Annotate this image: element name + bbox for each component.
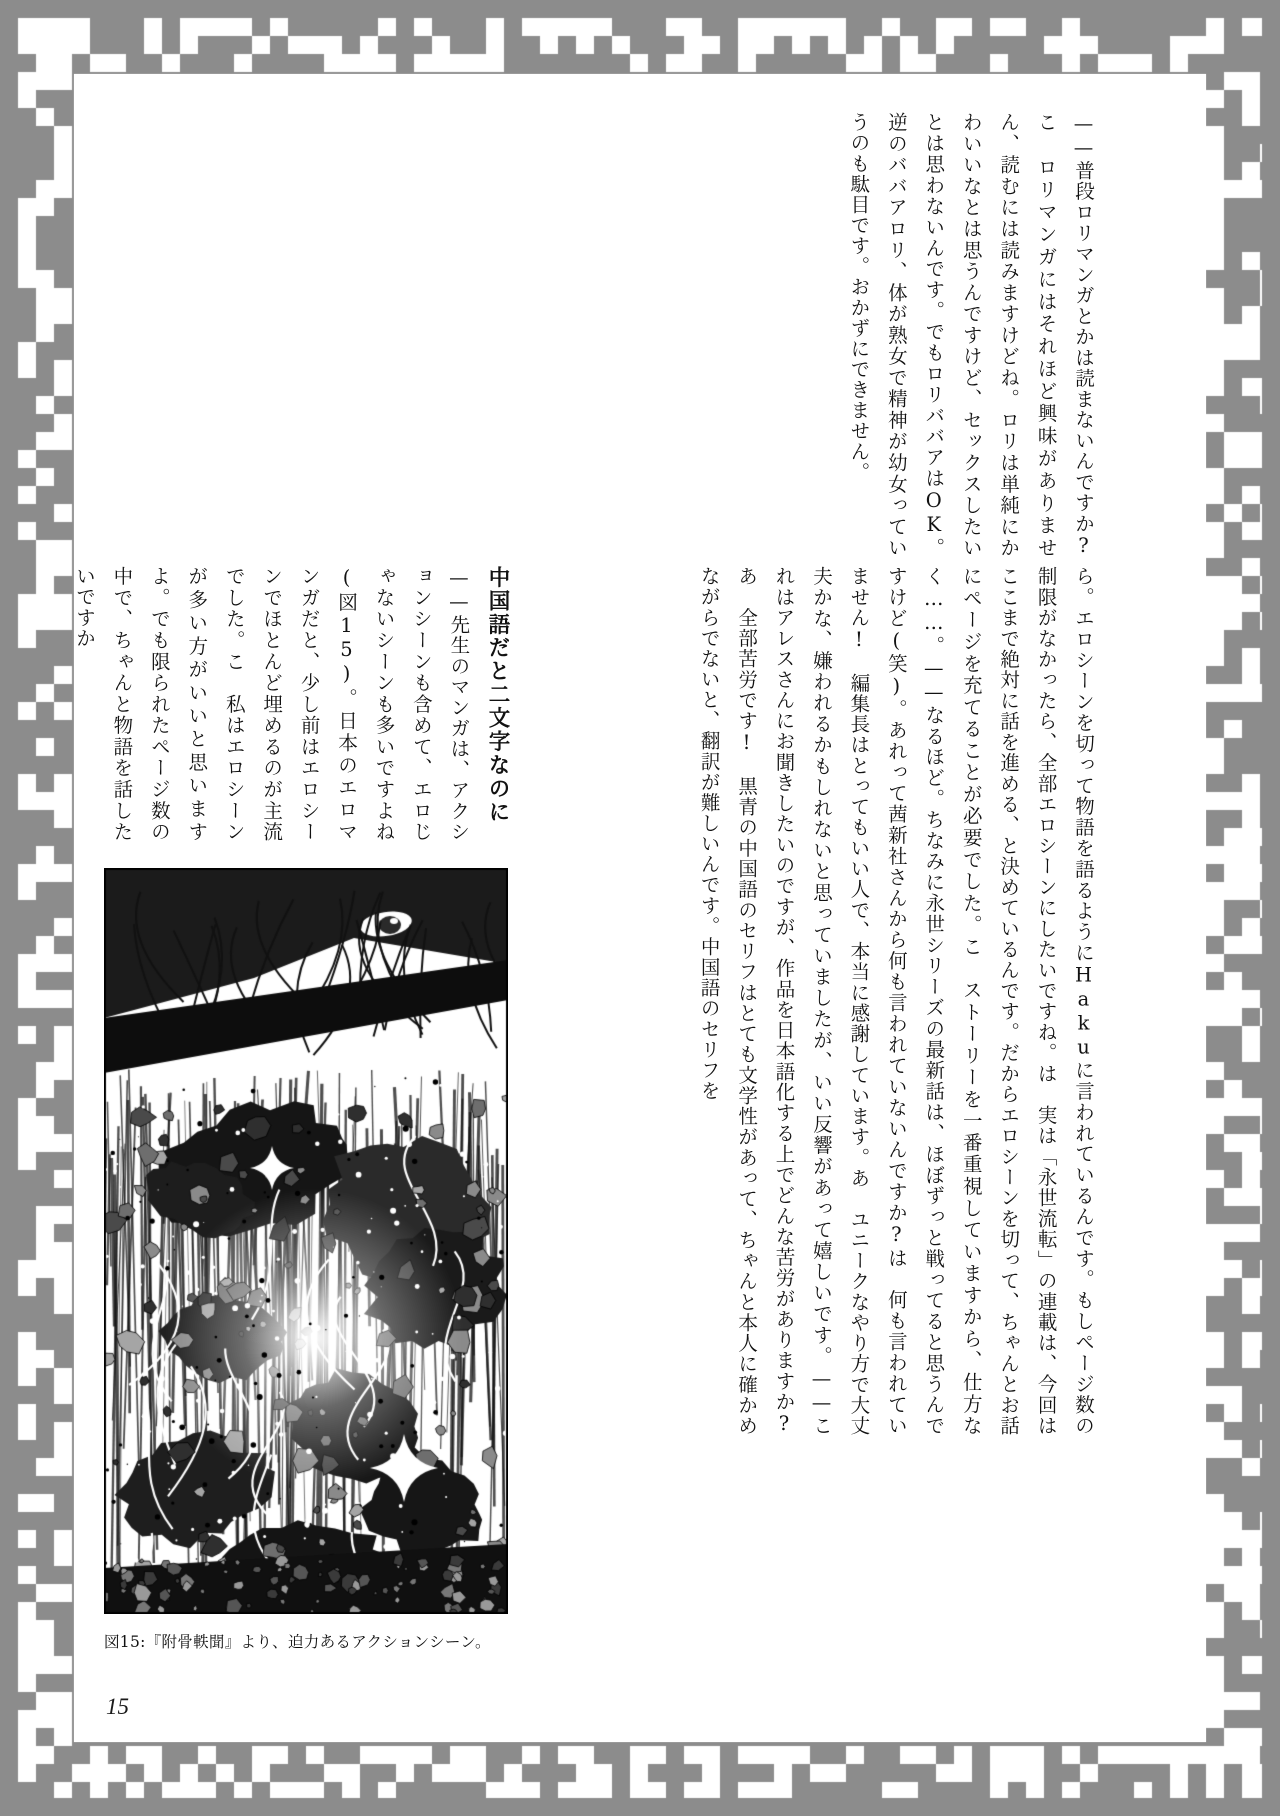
paragraph-group-middle: ら。エロシーンを切って物語を語るようにHakuに言われているんです。もしページ数の制限がなかったら、全部エロシーンにしたいですね。は 実は「永世流転」の連載は、今回はここまで絶対に話を進める、と決めているんです。だからエロシーンを切って、ちゃんとお話にページを充てることが必要でした。こ ストーリーを一番重視していますから、仕方なく……。——なるほど。ちなみに永世シリーズの最新話は、ほぼずっと戦ってると思うんですけど(笑)。あれって茜新社さんから何も言われていないんですか?は 何も言われていません! 編集長はとってもいい人で、本当に感謝しています。あ ユニークなやり方で大丈夫かな、嫌われるかもしれないと思っていましたが、いい反響があって嬉しいです。——これはアレスさんにお聞きしたいのですが、作品を日本語化する上でどんな苦労がありますか?あ 全部苦労です! 黒青の中国語のセリフはとても文学性があって、ちゃんと本人に確かめながらでないと、翻訳が難しいんです。中国語のセリフを (697, 566, 1095, 1436)
paragraph-group-upper: ——普段ロリマンガとかは読まないんですか?こ ロリマンガにはそれほど興味がありません、読むには読みますけどね。ロリは単純にかわいいなとは思うんですけど、セックスしたいとは思わないんです。でもロリババアはOK。逆のババアロリ、体が熟女で精神が幼女っていうのも駄目です。おかずにできません。 (847, 112, 1095, 558)
article-text-middle (530, 566, 1102, 1436)
article-text-upper (96, 112, 1102, 558)
article-text-lower-left (72, 566, 516, 842)
section-heading: 中国語だと二文字なのに (485, 566, 510, 824)
page-number: 15 (106, 1694, 129, 1719)
figure-caption: 図15:『附骨軼聞』より、迫力あるアクションシーン。 (104, 1633, 491, 1651)
figure-manga-action-scene (104, 868, 508, 1614)
paragraph-group-after-heading: ——先生のマンガは、アクションシーンも含めて、エロじゃないシーンも多いですよね(図15)。日本のエロマンガだと、少し前はエロシーンでほとんど埋めるのが主流でした。こ 私はエロシーンが多い方がいいと思いますよ。でも限られたページ数の中で、ちゃんと物語を話したいですか (72, 566, 471, 842)
